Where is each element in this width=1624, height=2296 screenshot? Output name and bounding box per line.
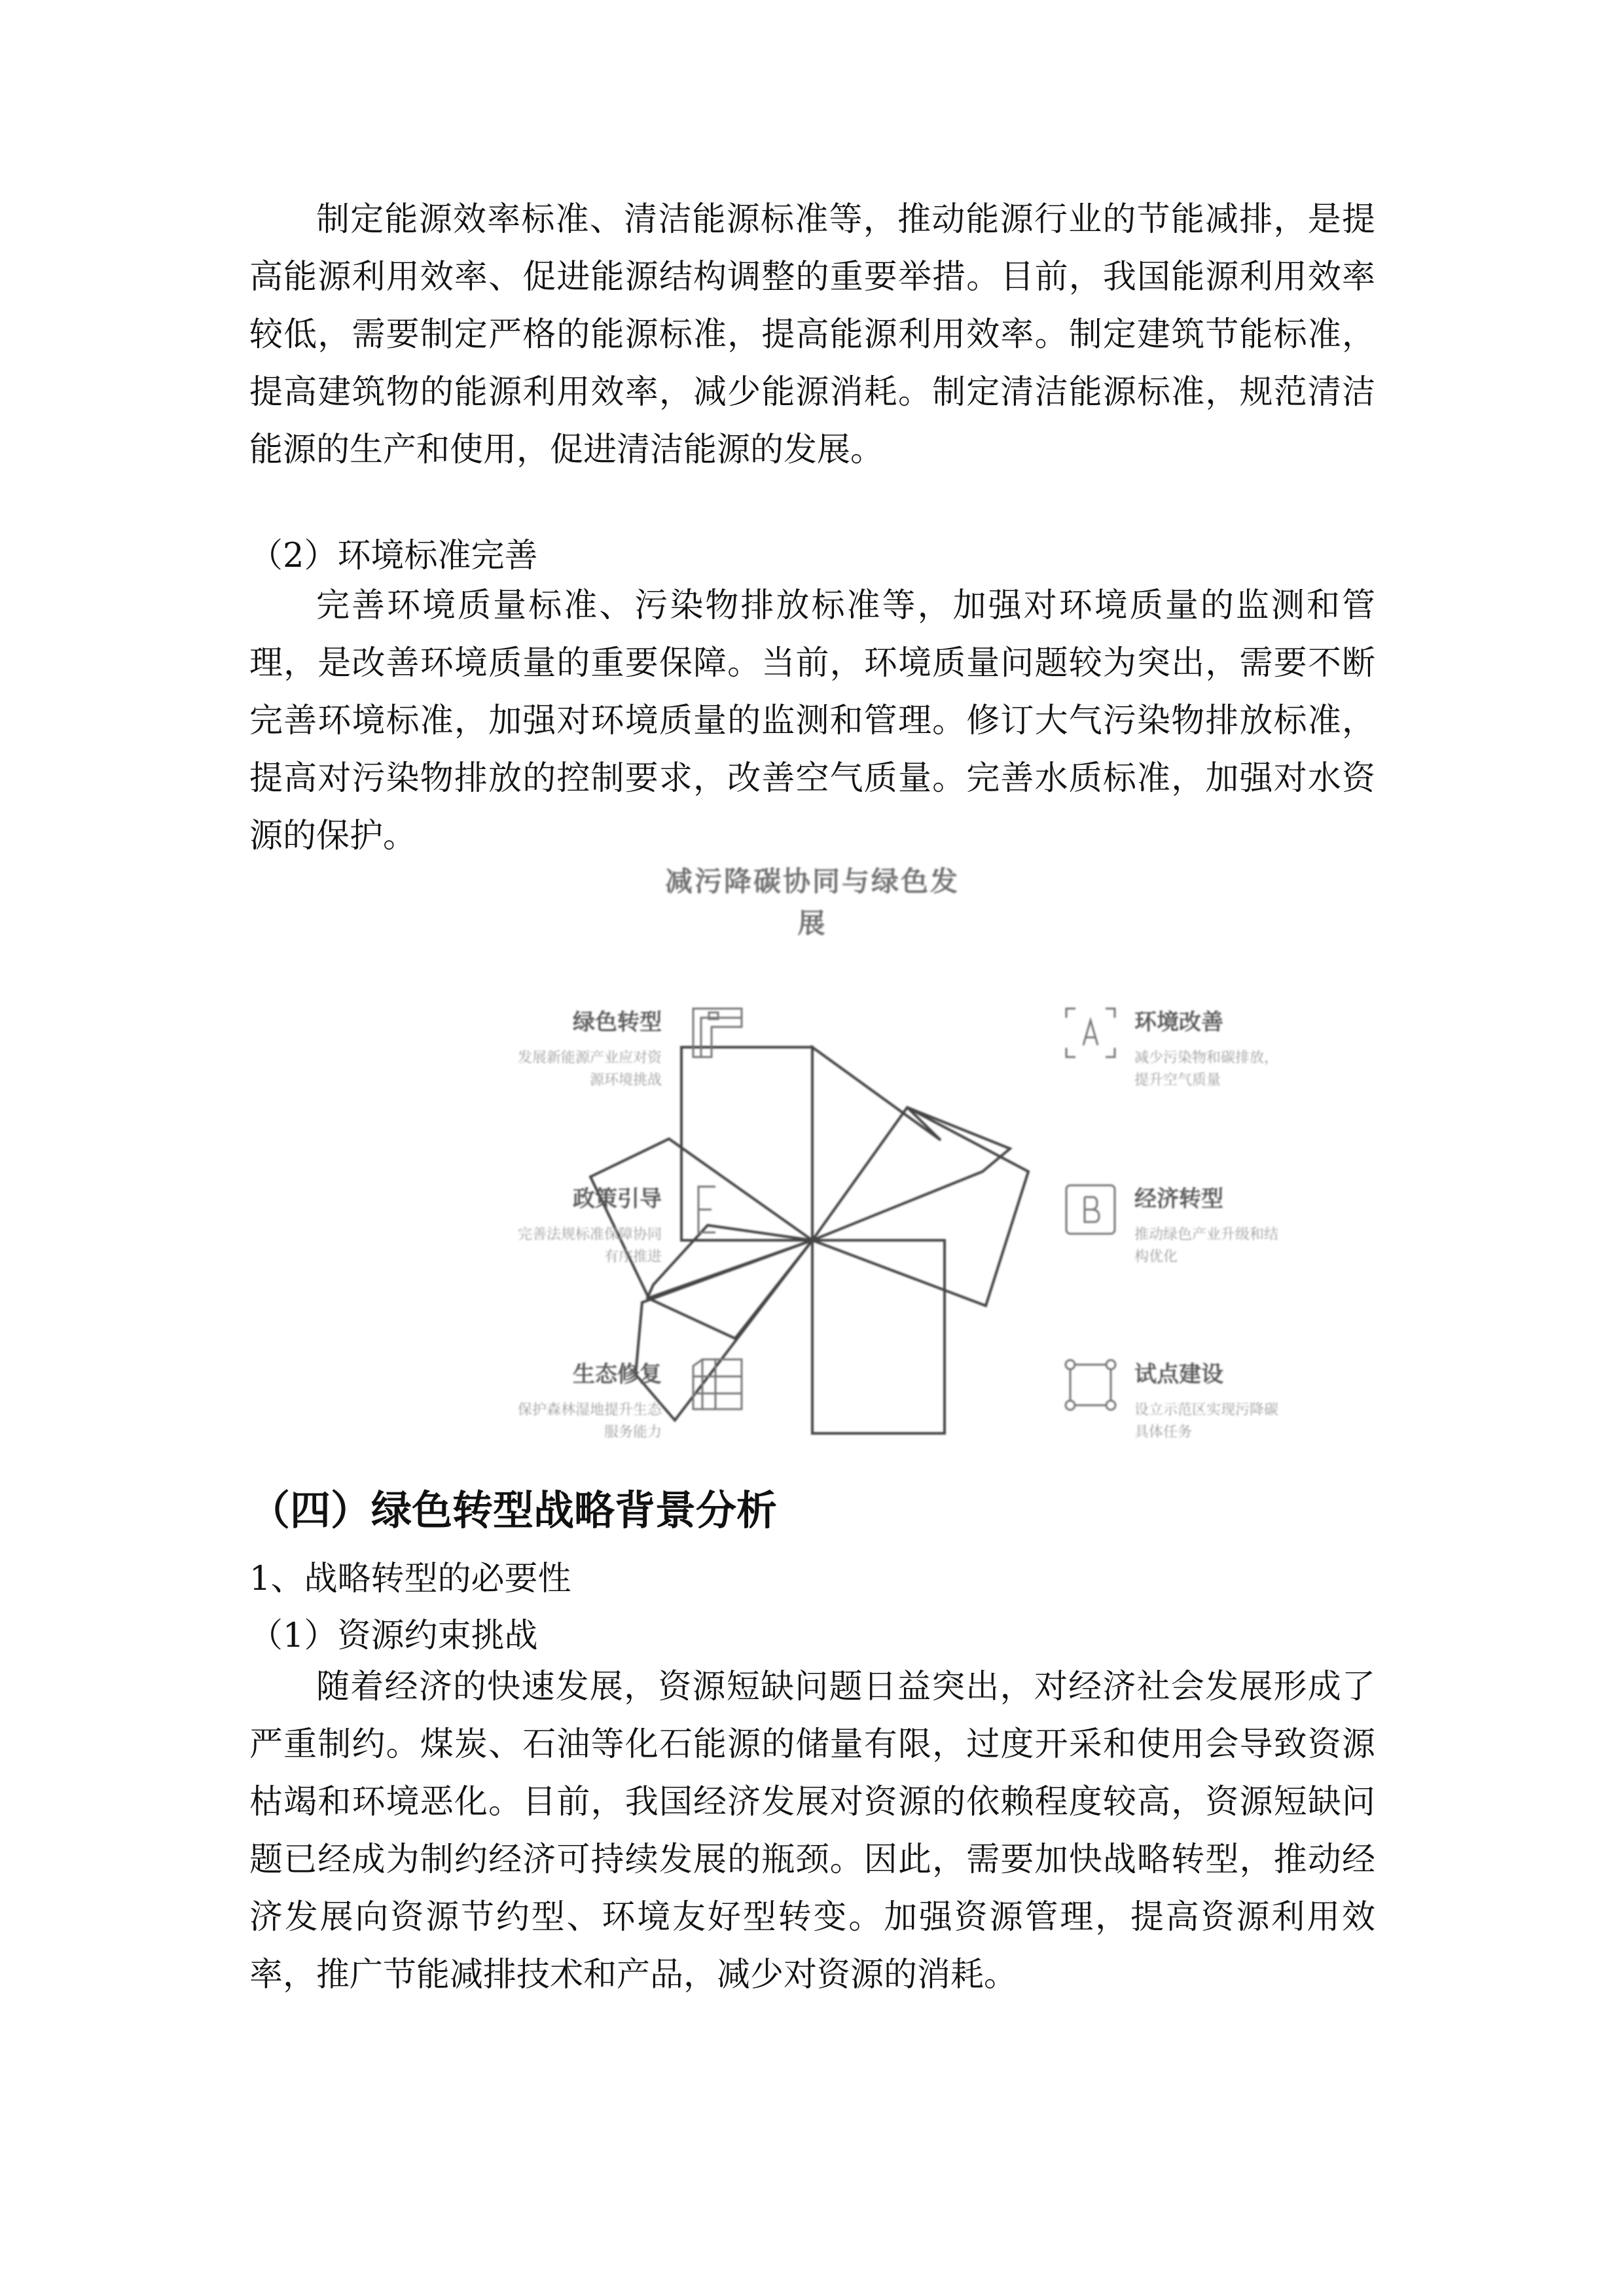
item-desc-line: 构优化 [1134,1249,1178,1265]
pinwheel-blade-upper-right [812,1047,1010,1240]
pinwheel-blade-bottom [812,1240,945,1433]
item-desc-line: 源环境挑战 [589,1072,662,1088]
item-desc-green-transition [492,1047,662,1092]
item-desc-line: 完善法规标准保障协同 [517,1227,662,1243]
item-desc-line: 保护森林湿地提升生态 [517,1402,662,1418]
item-desc-ecological-restoration [492,1399,662,1444]
letter-b-icon [1062,1181,1119,1238]
item-title-pilot-construction: 试点建设 [1134,1361,1223,1388]
paragraph-environment-standards: 完善环境质量标准、污染物排放标准等，加强对环境质量的监测和管理，是改善环境质量的重要保障。当前，环境质量问题较为突出，需要不断完善环境标准，加强对环境质量的监测和管理。修订大气污染物排放标准，提高对污染物排放的控制要求，改善空气质量。完善水质标准，加强对水资源的保护。 [249,586,1375,855]
heading-environment-standards: （2）环境标准完善 [249,537,538,575]
heading-section-four: （四）绿色转型战略背景分析 [249,1486,778,1534]
pinwheel-blade-lower-left [647,1225,812,1338]
item-title-environment-improvement: 环境改善 [1134,1009,1223,1035]
heading-transition-necessity: 1、战略转型的必要性 [249,1560,571,1598]
item-title-economic-transition: 经济转型 [1134,1186,1223,1212]
corner-frame-icon [689,1005,746,1061]
synergy-diagram [249,844,1375,1479]
paragraph-resource-constraints: 随着经济的快速发展，资源短缺问题日益突出，对经济社会发展形成了严重制约。煤炭、石油等化石能源的储量有限，过度开采和使用会导致资源枯竭和环境恶化。目前，我国经济发展对资源的依赖程度较高，资源短缺问题已经成为制约经济可持续发展的瓶颈。因此，需要加快战略转型，推动经济发展向资源节约型、环境友好型转变。加强资源管理，提高资源利用效率，推广节能减排技术和产品，减少对资源的消耗。 [249,1668,1375,1994]
diagram-title-line1: 减污降碳协同与绿色发 [664,865,960,897]
item-title-green-transition: 绿色转型 [573,1009,662,1035]
pinwheel-blade-right [812,1107,1028,1306]
diagram-title-line2: 展 [797,907,827,939]
item-desc-line: 具体任务 [1134,1424,1193,1441]
node-square-icon [1062,1357,1119,1413]
paragraph-energy-standards: 制定能源效率标准、清洁能源标准等，推动能源行业的节能减排，是提高能源利用效率、促进能源结构调整的重要举措。目前，我国能源利用效率较低，需要制定严格的能源标准，提高能源利用效率。制定建筑节能标准，提高建筑物的能源利用效率，减少能源消耗。制定清洁能源标准，规范清洁能源的生产和使用，促进清洁能源的发展。 [249,200,1375,469]
letter-a-icon [1062,1005,1119,1061]
letter-e-icon [689,1181,746,1238]
item-desc-pilot-construction [1134,1399,1305,1444]
grid-box-icon [689,1357,746,1413]
item-desc-line: 服务能力 [604,1424,662,1441]
item-desc-environment-improvement [1134,1047,1305,1092]
item-desc-line: 设立示范区实现污降碳 [1134,1402,1279,1418]
heading-resource-constraints: （1）资源约束挑战 [249,1617,538,1655]
item-desc-line: 推动绿色产业升级和结 [1134,1227,1279,1243]
item-desc-line: 提升空气质量 [1134,1072,1221,1088]
item-desc-policy-guidance [492,1224,662,1268]
item-title-ecological-restoration: 生态修复 [573,1361,662,1388]
item-desc-line: 发展新能源产业应对资 [517,1050,662,1066]
item-desc-line: 有序推进 [604,1249,662,1265]
item-title-policy-guidance: 政策引导 [573,1186,662,1212]
item-desc-economic-transition [1134,1224,1305,1268]
item-desc-line: 减少污染物和碳排放， [1134,1050,1279,1066]
